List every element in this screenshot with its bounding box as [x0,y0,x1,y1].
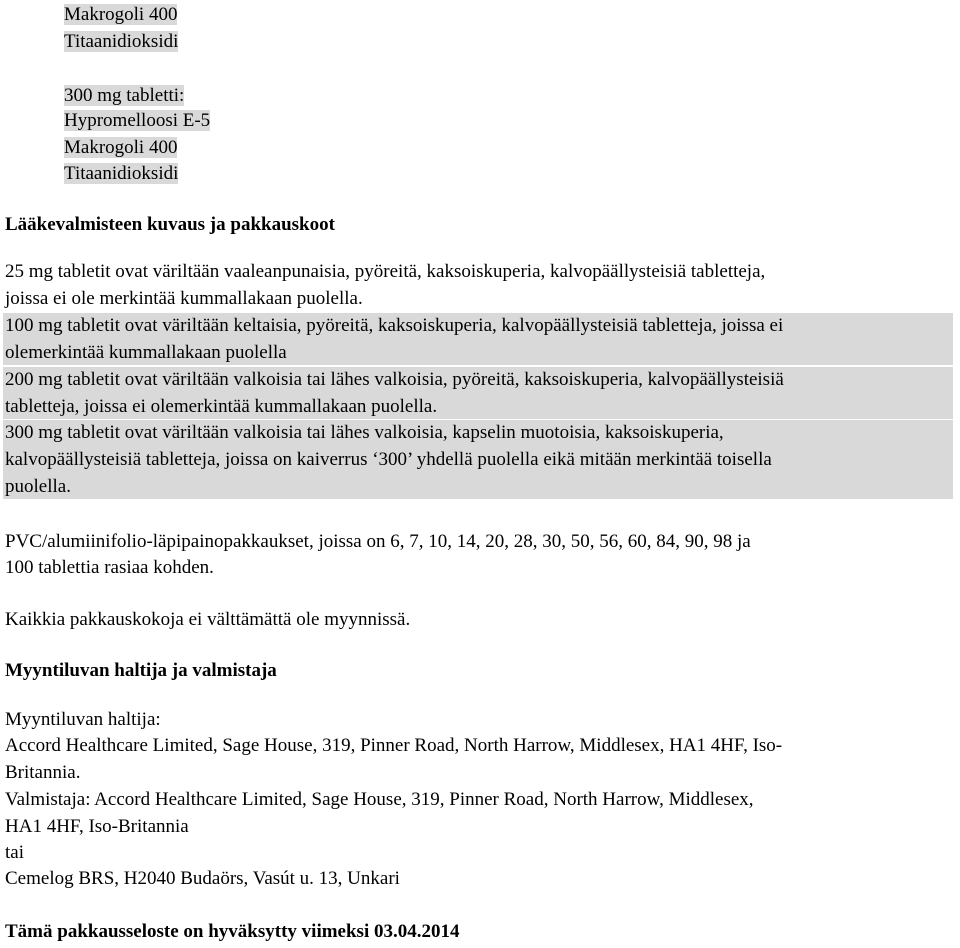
paragraph-packs-line: PVC/alumiinifolio-läpipainopakkaukset, joissa on 6, 7, 10, 14, 20, 28, 30, 50, 56, 60, 84, 90, 98 ja [5,531,751,552]
ingredient-line [64,28,178,55]
manufacturer-line: Valmistaja: Accord Healthcare Limited, Sage House, 319, Pinner Road, North Harrow, Middlesex, [5,789,754,810]
ingredient-line [64,107,210,134]
ingredient-text: Makrogoli 400 [64,137,178,158]
manufacturer-line: HA1 4HF, Iso-Britannia [5,816,189,837]
paragraph-25mg-line: 25 mg tabletit ovat väriltään vaaleanpunaisia, pyöreitä, kaksoiskuperia, kalvopäällysteisiä tabletteja, [5,261,766,282]
section-heading-description: Lääkevalmisteen kuvaus ja pakkauskoot [5,214,335,235]
ingredient-text: Hypromelloosi E-5 [64,110,211,131]
holder-label: Myyntiluvan haltija: [5,709,161,730]
ingredient-line [64,134,177,161]
ingredient-line [64,160,178,187]
ingredient-text: Makrogoli 400 [64,4,178,25]
paragraph-100mg-line: olemerkintää kummallakaan puolella [5,342,287,363]
holder-address-line: Britannia. [5,762,81,783]
ingredient-text: Titaanidioksidi [64,163,179,184]
paragraph-25mg-line: joissa ei ole merkintää kummallakaan puolella. [5,288,363,309]
paragraph-200mg-line: 200 mg tabletit ovat väriltään valkoisia tai lähes valkoisia, pyöreitä, kaksoiskuperia, kalvopäällysteisiä [5,369,784,390]
ingredient-text: Titaanidioksidi [64,31,179,52]
paragraph-packs-line: 100 tablettia rasiaa kohden. [5,557,214,578]
paragraph-availability: Kaikkia pakkauskokoja ei välttämättä ole myynnissä. [5,609,411,630]
paragraph-200mg-line: tabletteja, joissa ei olemerkintää kummallakaan puolella. [5,396,438,417]
section-heading-holder: Myyntiluvan haltija ja valmistaja [5,660,277,681]
paragraph-300mg-line: kalvopäällysteisiä tabletteja, joissa on kaiverrus ‘300’ yhdellä puolella eikä mitään merkintää toisella [5,449,772,470]
footer-approval-date: Tämä pakkausseloste on hyväksytty viimeksi 03.04.2014 [5,921,460,942]
or-text: tai [5,842,24,863]
tablet300-label: 300 mg tabletti: [64,85,185,106]
paragraph-100mg-line: 100 mg tabletit ovat väriltään keltaisia, pyöreitä, kaksoiskuperia, kalvopäällysteisiä tabletteja, joissa ei [5,315,784,336]
paragraph-300mg-line: puolella. [5,476,71,497]
alt-manufacturer: Cemelog BRS, H2040 Budaörs, Vasút u. 13, Unkari [5,868,400,889]
ingredient-line [64,1,177,28]
tablet300-label-line [64,82,184,109]
paragraph-300mg-line: 300 mg tabletit ovat väriltään valkoisia tai lähes valkoisia, kapselin muotoisia, kaksoiskuperia, [5,422,724,443]
holder-address-line: Accord Healthcare Limited, Sage House, 319, Pinner Road, North Harrow, Middlesex, HA1 4HF, Iso- [5,735,783,756]
